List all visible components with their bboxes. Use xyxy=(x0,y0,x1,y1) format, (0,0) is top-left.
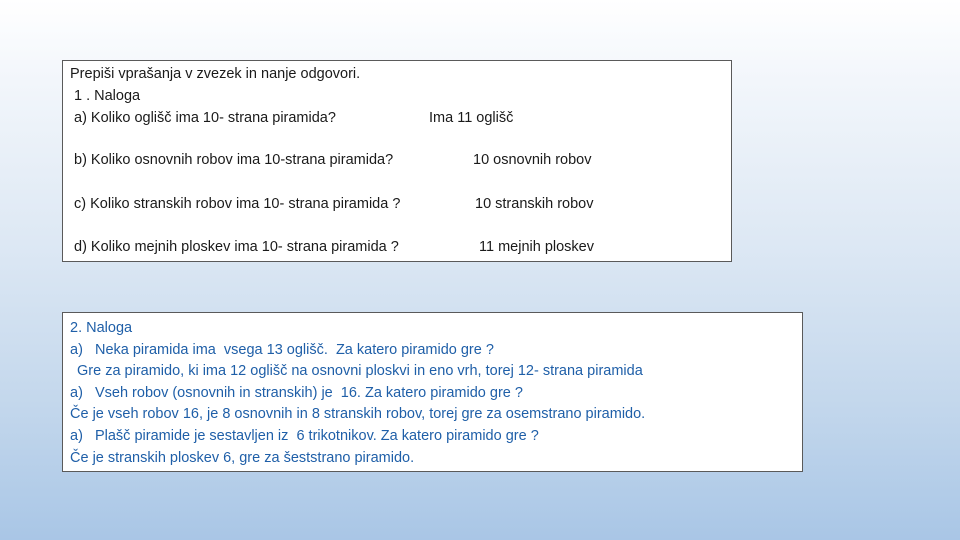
question-2b: a) Vseh robov (osnovnih in stranskih) je 16. Za katero piramido gre ? xyxy=(70,384,523,401)
answer-b: 10 osnovnih robov xyxy=(473,152,592,168)
task-1-box xyxy=(62,60,732,262)
answer-a: Ima 11 oglišč xyxy=(429,110,514,126)
question-2a: a) Neka piramida ima vsega 13 oglišč. Za katero piramido gre ? xyxy=(70,341,494,358)
question-a: a) Koliko oglišč ima 10- strana piramida? xyxy=(74,110,336,126)
question-d: d) Koliko mejnih ploskev ima 10- strana piramida ? xyxy=(74,239,399,255)
answer-2a: Gre za piramido, ki ima 12 oglišč na osnovni ploskvi in eno vrh, torej 12- strana piramida xyxy=(77,363,643,380)
answer-c: 10 stranskih robov xyxy=(475,196,594,212)
question-b: b) Koliko osnovnih robov ima 10-strana piramida? xyxy=(74,152,394,168)
task-2-box xyxy=(62,312,803,472)
task-2-title: 2. Naloga xyxy=(70,320,133,336)
answer-2b: Če je vseh robov 16, je 8 osnovnih in 8 stranskih robov, torej gre za osemstrano piramido. xyxy=(70,406,646,423)
task-1-title: 1 . Naloga xyxy=(74,88,141,104)
question-c: c) Koliko stranskih robov ima 10- strana piramida ? xyxy=(74,196,401,212)
answer-d: 11 mejnih ploskev xyxy=(479,239,594,255)
question-2c: a) Plašč piramide je sestavljen iz 6 trikotnikov. Za katero piramido gre ? xyxy=(70,427,539,444)
instruction-text: Prepiši vprašanja v zvezek in nanje odgovori. xyxy=(70,66,361,82)
answer-2c: Če je stranskih ploskev 6, gre za šeststrano piramido. xyxy=(70,449,415,466)
